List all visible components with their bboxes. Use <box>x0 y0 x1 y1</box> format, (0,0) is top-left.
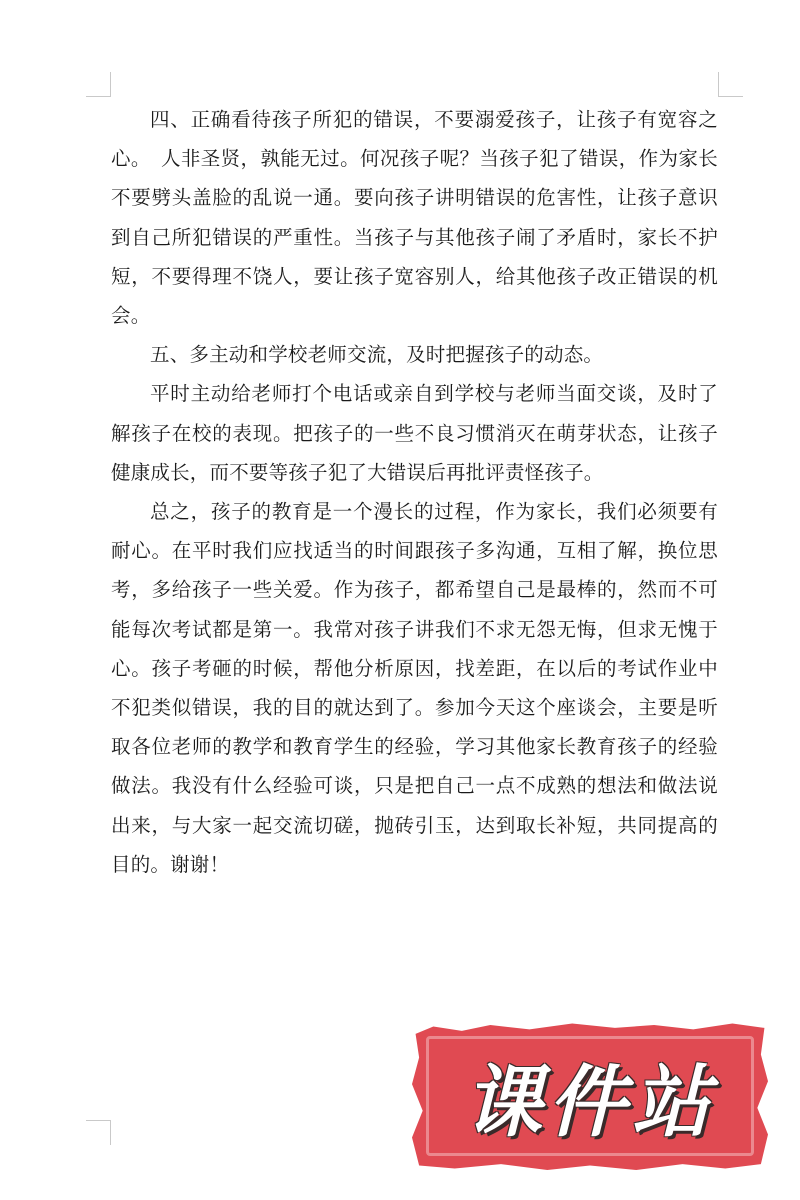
watermark-stamp <box>412 1022 768 1170</box>
document-body <box>111 100 718 884</box>
paragraph-section-five-body: 平时主动给老师打个电话或亲自到学校与老师当面交谈，及时了解孩子在校的表现。把孩子的一些不良习惯消灭在萌芽状态，让孩子健康成长，而不要等孩子犯了大错误后再批评责怪孩子。 <box>111 382 718 484</box>
watermark-text: 课件站 <box>463 1058 716 1148</box>
paragraph-section-five-heading: 五、多主动和学校老师交流，及时把握孩子的动态。 <box>150 343 604 367</box>
crop-mark-top-left <box>86 72 111 97</box>
crop-mark-bottom-left <box>86 1120 111 1145</box>
crop-mark-top-right <box>718 72 743 97</box>
paragraph-conclusion: 总之，孩子的教育是一个漫长的过程，作为家长，我们必须要有耐心。在平时我们应找适当的时间跟孩子多沟通，互相了解，换位思考，多给孩子一些关爱。作为孩子，都希望自己是最棒的，然而不可能每次考试都是第一。我常对孩子讲我们不求无怨无悔，但求无愧于心。孩子考砸的时候，帮他分析原因，找差距，在以后的考试作业中不犯类似错误，我的目的就达到了。参加今天这个座谈会，主要是听取各位老师的教学和教育学生的经验，学习其他家长教育孩子的经验做法。我没有什么经验可谈，只是把自己一点不成熟的想法和做法说出来，与大家一起交流切磋，抛砖引玉，达到取长补短，共同提高的目的。谢谢！ <box>111 500 718 876</box>
paragraph-section-four: 四、正确看待孩子所犯的错误，不要溺爱孩子，让孩子有宽容之心。 人非圣贤，孰能无过。何况孩子呢？当孩子犯了错误，作为家长不要劈头盖脸的乱说一通。要向孩子讲明错误的危害性，让孩子意识到自己所犯错误的严重性。当孩子与其他孩子闹了矛盾时，家长不护短，不要得理不饶人，要让孩子宽容别人，给其他孩子改正错误的机会。 <box>111 108 718 328</box>
